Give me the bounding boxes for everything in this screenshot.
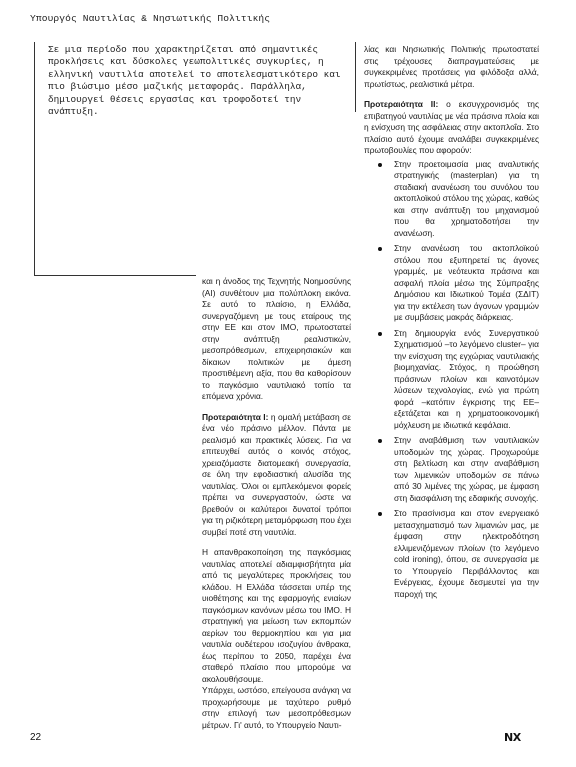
page-number: 22: [30, 732, 42, 743]
list-item: [364, 328, 539, 432]
priority-two-label: Προτεραιότητα ΙΙ:: [364, 99, 439, 109]
list-item: [364, 243, 539, 324]
priority-one-paragraph: [202, 412, 351, 539]
list-item-text: Στην ανανέωση του ακτοπλοϊκού στόλου που εξυπηρετεί τις άγονες γραμμές, με νεότευκτα πράσινα και ασφαλή πλοία μέσω της Σύμπραξης Δημόσιου και Ιδιωτικού Τομέα (ΣΔΙΤ) για την εκτέλεση των άγονων γραμμών με συμβάσεις μακράς διάρκειας.: [394, 243, 539, 322]
priority-bullet-list: [364, 159, 539, 601]
pullquote-left-rule: [34, 42, 35, 275]
priority-one-text: η ομαλή μετάβαση σε ένα νέο πράσινο μέλλον. Πάντα με ρεαλισμό και πρακτικές λύσεις. Για να επιτευχθεί αυτός ο κοινός στόχος, χρειαζόμαστε διατομεακή συνεργασία, σε όλη την εφοδιαστική αλυσίδα της ναυτιλίας. Όλοι οι εμπλεκόμενοι φορείς πρέπει να συνεργαστούν, ώστε να βρεθούν οι καλύτεροι δυνατοί τρόποι για τη ριζικότερη μεταμόρφωση που έχει συμβεί ποτέ στη ναυτιλία.: [202, 411, 352, 537]
column-divider-rule: [355, 42, 356, 112]
priority-two-paragraph: [364, 99, 539, 157]
list-item-text: Στην αναβάθμιση των ναυτιλιακών υποδομών της χώρας. Προχωρούμε στη βελτίωση και στην αναβάθμιση των λιμενικών υποδομών σε πάνω από 30 λιμένες της χώρας, με έμφαση στη διασφάλιση της εδαφικής συνοχής.: [394, 435, 539, 503]
bullet-icon: [378, 439, 382, 443]
magazine-logo: NX: [504, 731, 521, 744]
list-item: [364, 435, 539, 504]
page-header-title: Υπουργός Ναυτιλίας & Νησιωτικής Πολιτικής: [30, 13, 271, 24]
bullet-icon: [378, 332, 382, 336]
paragraph: λίας και Νησιωτικής Πολιτικής πρωτοστατεί στις τρέχουσες διαπραγματεύσεις με συγκεκριμένες προτάσεις για φιλόδοξα αλλά, πρωτίστως, ρεαλιστικά μέτρα.: [364, 44, 539, 89]
pull-quote: Σε μια περίοδο που χαρακτηρίζεται από σημαντικές προκλήσεις και δύσκολες γεωπολιτικές συγκυρίες, η ελληνική ναυτιλία αποτελεί το αποτελεσματικότερο και πιο βιώσιμο μέσο μαζικής μεταφοράς. Παράλληλα, δημιουργεί θέσεις εργασίας και τροφοδοτεί την ανάπτυξη.: [48, 44, 341, 118]
list-item-text: Στη δημιουργία ενός Συνεργατικού Σχηματισμού –το λεγόμενο cluster– για την ενίσχυση της εγχώριας ναυτιλιακής βιομηχανίας. Στόχος, η προώθηση πράσινων πλοίων και καινοτόμων λύσεων τεχνολογίας, ενώ για πρώτη φορά –κατόπιν έγκρισης της ΕΕ– εξετάζεται και η χρηματοοικονομική μόχλευση με ιδιωτικά κεφάλαια.: [394, 327, 539, 430]
list-item: [364, 508, 539, 600]
left-text-column: [202, 276, 351, 731]
bullet-icon: [378, 163, 382, 167]
list-item-text: Στο πρασίνισμα και στον ενεργειακό μετασχηματισμό των λιμανιών μας, με έμφαση στην ηλεκτροδότηση ελλιμενιζόμενων πλοίων (το λεγόμενο cold ironing), όπου, σε συνεργασία με το Υπουργείο Περιβάλλοντος και Ενέργειας, έχουμε δεσμευτεί για την παροχή της: [394, 508, 539, 599]
paragraph: Υπάρχει, ωστόσο, επείγουσα ανάγκη να προχωρήσουμε με ταχύτερο ρυθμό στην επιλογή των μεσοπρόθεσμων μέτρων. Γι' αυτό, το Υπουργείο Ναυτι-: [202, 685, 351, 730]
bullet-icon: [378, 512, 382, 516]
paragraph: Η απανθρακοποίηση της παγκόσμιας ναυτιλίας αποτελεί αδιαμφισβήτητα μία από τις μεγαλύτερες προκλήσεις του κλάδου. Η Ελλάδα τάσσεται υπέρ της υιοθέτησης και της εφαρμογής ενιαίων παγκόσμιων κανόνων μέσω του ΙΜΟ. Η στρατηγική για μείωση των εκπομπών αερίων του θερμοκηπίου και για μια ναυτιλία ουδέτερου ισοζυγίου άνθρακα, έως περίπου το 2050, παρέχει ένα σταθερό πλαίσιο που μπορούμε να ακολουθήσουμε.: [202, 547, 351, 684]
paragraph: και η άνοδος της Τεχνητής Νοημοσύνης (AI) συνθέτουν μια πολύπλοκη εικόνα. Σε αυτό το πλαίσιο, η Ελλάδα, συνεργαζόμενη με τους εταίρους της στην ΕΕ και στον ΙΜΟ, πρωτοστατεί στην ανάπτυξη ρεαλιστικών, μεσοπρόθεσμων, επιχειρησιακών και δίκαιων πολιτικών με άμεση προστιθέμενη αξία, που θα καθορίσουν το παγκόσμιο ναυτιλιακό τοπίο τα επόμενα χρόνια.: [202, 276, 351, 401]
list-item: [364, 159, 539, 240]
priority-two-text: ο εκσυγχρονισμός της επιβατηγού ναυτιλίας με νέα πράσινα πλοία και η ενίσχυση της ασφάλειας στην ακτοπλοΐα. Στο πλαίσιο αυτό έχουμε αναλάβει συγκεκριμένες πρωτοβουλίες που αφορούν:: [364, 99, 540, 155]
pullquote-bottom-rule: [34, 275, 196, 276]
list-item-text: Στην προετοιμασία μιας αναλυτικής στρατηγικής (masterplan) για τη σταδιακή ανανέωση του συνόλου του ακτοπλοϊκού στόλου της χώρας, καθώς και στην ανάπτυξη του μηχανισμού που θα χρηματοδοτήσει την ανανέωση.: [394, 158, 539, 238]
right-text-column: [364, 44, 539, 604]
bullet-icon: [378, 247, 382, 251]
priority-one-label: Προτεραιότητα Ι:: [202, 411, 269, 422]
